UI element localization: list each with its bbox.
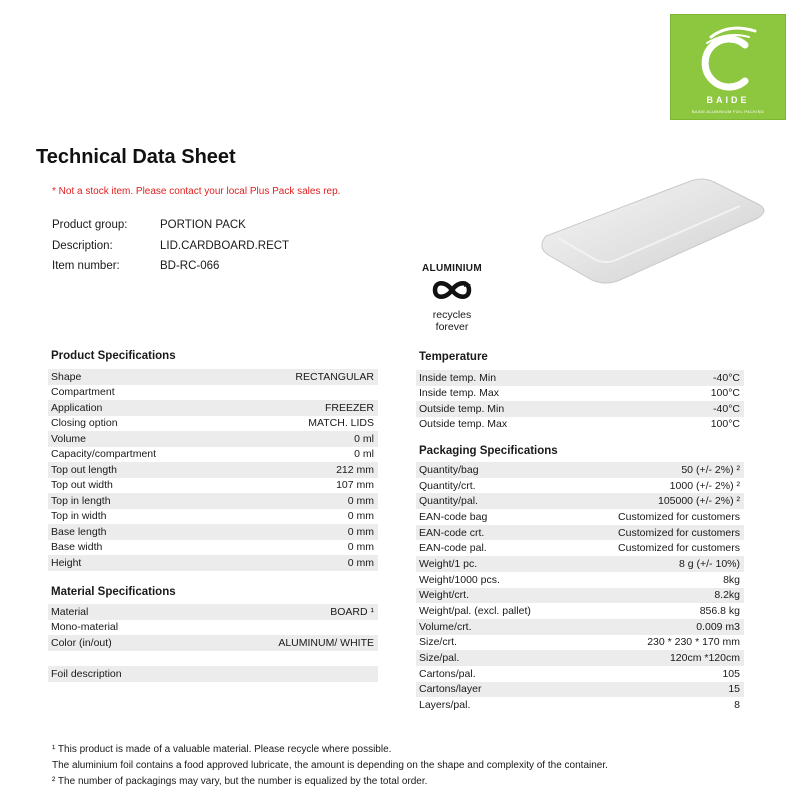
spec-value: 100°C — [710, 387, 740, 400]
spec-label: Closing option — [51, 417, 118, 430]
spec-label: Cartons/pal. — [419, 667, 476, 680]
stock-notice: * Not a stock item. Please contact your local Plus Pack sales rep. — [52, 186, 341, 197]
spec-label: Quantity/bag — [419, 463, 479, 476]
table-row — [48, 524, 378, 540]
table-row — [416, 603, 744, 619]
spec-value: 230 * 230 * 170 mm — [647, 636, 740, 649]
spec-value: Customized for customers — [618, 526, 740, 539]
material-specs-table — [48, 604, 378, 682]
spec-label: Top out length — [51, 463, 117, 476]
spec-value: BOARD ¹ — [330, 605, 374, 618]
spec-value: 8.2kg — [714, 589, 740, 602]
spec-value: 50 (+/- 2%) ² — [681, 463, 740, 476]
info-label: Product group: — [52, 219, 128, 231]
table-row — [48, 540, 378, 556]
table-row — [48, 555, 378, 571]
spec-value: Customized for customers — [618, 510, 740, 523]
table-row — [48, 478, 378, 494]
product-specs-table — [48, 369, 378, 571]
table-row — [416, 525, 744, 541]
spec-value: -40°C — [713, 371, 740, 384]
spec-label: Height — [51, 556, 82, 569]
spec-value: 107 mm — [336, 479, 374, 492]
table-row — [416, 682, 744, 698]
spec-value: 120cm *120cm — [669, 652, 740, 665]
aluminium-recycle-badge — [412, 263, 492, 332]
spec-label: Top in width — [51, 510, 107, 523]
spec-value: 8 — [734, 699, 740, 712]
temperature-table — [416, 370, 744, 432]
spec-value: 212 mm — [336, 463, 374, 476]
table-row — [416, 478, 744, 494]
spec-label: Volume — [51, 432, 87, 445]
info-value: LID.CARDBOARD.RECT — [160, 239, 290, 252]
footnote-2: The aluminium foil contains a food approved lubricate, the amount is depending on the shape and complexity of the container. — [52, 760, 608, 771]
badge-top-text: ALUMINIUM — [422, 263, 482, 274]
infinity-recycle-icon — [427, 277, 477, 303]
product-lid-image — [532, 176, 772, 286]
product-info — [52, 219, 289, 281]
table-row — [48, 462, 378, 478]
spec-label: Shape — [51, 370, 82, 383]
info-value: BD-RC-066 — [160, 260, 220, 272]
spec-label: Size/pal. — [419, 652, 460, 665]
spec-label: Weight/crt. — [419, 589, 469, 602]
spec-value: 1000 (+/- 2%) ² — [669, 479, 740, 492]
info-row-description — [52, 240, 289, 261]
spec-value: 100°C — [710, 418, 740, 431]
spec-value: 0 mm — [347, 525, 374, 538]
spec-label: Quantity/pal. — [419, 495, 478, 508]
spec-value: FREEZER — [324, 401, 374, 414]
spec-value: 0 mm — [347, 556, 374, 569]
table-row — [416, 697, 744, 713]
logo-wordmark: BAIDE — [706, 95, 750, 105]
spec-label: Weight/pal. (excl. pallet) — [419, 605, 531, 618]
spec-label: Color (in/out) — [51, 636, 112, 649]
badge-line1: recycles — [432, 309, 472, 321]
spec-value: ALUMINUM/ WHITE — [278, 636, 374, 649]
table-row — [416, 401, 744, 417]
spec-label: Mono-material — [51, 621, 119, 634]
table-row — [48, 431, 378, 447]
badge-line2: forever — [435, 321, 469, 333]
table-row — [48, 666, 378, 682]
spec-value: 0.009 m3 — [696, 620, 740, 633]
info-label: Description: — [52, 239, 113, 252]
spec-label: EAN-code crt. — [419, 526, 485, 539]
info-row-product-group — [52, 219, 289, 240]
table-row — [48, 493, 378, 509]
baide-logo — [670, 14, 786, 120]
material-specs-title: Material Specifications — [51, 586, 176, 598]
table-row — [416, 666, 744, 682]
spec-label: Outside temp. Min — [419, 402, 505, 415]
table-row — [48, 604, 378, 620]
table-row — [48, 385, 378, 401]
packaging-specs-table — [416, 462, 744, 713]
spec-value: 856.8 kg — [699, 605, 740, 618]
temperature-title: Temperature — [419, 351, 488, 363]
spec-value: Customized for customers — [618, 542, 740, 555]
table-row — [416, 635, 744, 651]
spec-value: 15 — [728, 683, 740, 696]
table-row — [416, 650, 744, 666]
info-row-item-number — [52, 260, 289, 281]
spec-label: Size/crt. — [419, 636, 457, 649]
spec-label: Outside temp. Max — [419, 418, 508, 431]
spec-label: Application — [51, 401, 103, 414]
table-row — [416, 619, 744, 635]
footnote-1: ¹ This product is made of a valuable material. Please recycle where possible. — [52, 744, 392, 755]
info-label: Item number: — [52, 260, 120, 272]
info-value: PORTION PACK — [160, 219, 246, 231]
page-title: Technical Data Sheet — [36, 146, 236, 168]
spec-label: Compartment — [51, 386, 115, 399]
table-row — [416, 556, 744, 572]
spec-label: Weight/1 pc. — [419, 557, 478, 570]
spec-label: Weight/1000 pcs. — [419, 573, 500, 586]
spec-value: 0 ml — [354, 432, 374, 445]
spec-value: 105000 (+/- 2%) ² — [657, 495, 740, 508]
table-row — [48, 620, 378, 636]
table-row — [48, 400, 378, 416]
spec-value: 105 — [722, 667, 740, 680]
packaging-specs-title: Packaging Specifications — [419, 445, 558, 457]
table-row — [48, 651, 378, 667]
table-row — [416, 493, 744, 509]
spec-value: RECTANGULAR — [295, 370, 374, 383]
spec-label: Layers/pal. — [419, 699, 471, 712]
spec-value: 0 mm — [347, 541, 374, 554]
table-row — [48, 509, 378, 525]
spec-label: Capacity/compartment — [51, 448, 157, 461]
spec-label: Inside temp. Min — [419, 371, 497, 384]
spec-value: -40°C — [713, 402, 740, 415]
table-row — [416, 540, 744, 556]
spec-label: Material — [51, 605, 89, 618]
table-row — [416, 509, 744, 525]
table-row — [416, 386, 744, 402]
table-row — [48, 416, 378, 432]
table-row — [416, 417, 744, 433]
product-specs-title: Product Specifications — [51, 350, 176, 362]
baide-c-swoosh-icon — [671, 15, 787, 121]
table-row — [48, 369, 378, 385]
logo-tagline: BAIDE ALUMINIUM FOIL PACKING — [691, 109, 765, 114]
spec-label: Top in length — [51, 494, 111, 507]
spec-label: Cartons/layer — [419, 683, 482, 696]
spec-label: Base length — [51, 525, 107, 538]
table-row — [48, 635, 378, 651]
spec-label: Foil description — [51, 667, 122, 680]
spec-value: MATCH. LIDS — [308, 417, 374, 430]
table-row — [416, 588, 744, 604]
table-row — [48, 447, 378, 463]
table-row — [416, 572, 744, 588]
spec-value: 0 mm — [347, 494, 374, 507]
spec-label: Top out width — [51, 479, 113, 492]
table-row — [416, 370, 744, 386]
spec-label: Volume/crt. — [419, 620, 472, 633]
spec-label: EAN-code pal. — [419, 542, 487, 555]
spec-label: Base width — [51, 541, 103, 554]
footnotes — [52, 742, 608, 790]
spec-value: 0 mm — [347, 510, 374, 523]
spec-label: EAN-code bag — [419, 510, 488, 523]
spec-value: 8kg — [723, 573, 740, 586]
footnote-3: ² The number of packagings may vary, but the number is equalized by the total order. — [52, 776, 428, 787]
spec-label: Quantity/crt. — [419, 479, 476, 492]
table-row — [416, 462, 744, 478]
spec-value: 0 ml — [354, 448, 374, 461]
spec-label: Inside temp. Max — [419, 387, 499, 400]
spec-value: 8 g (+/- 10%) — [679, 557, 740, 570]
